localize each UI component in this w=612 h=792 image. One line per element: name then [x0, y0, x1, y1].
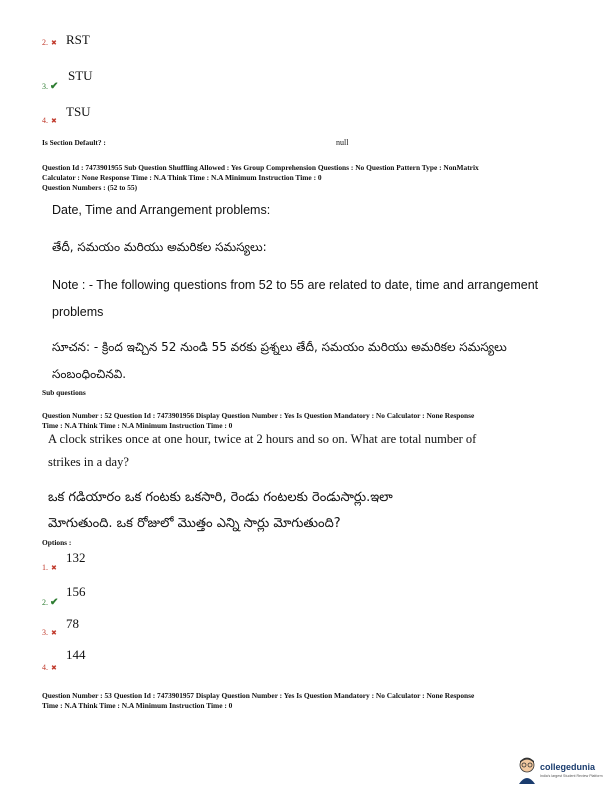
- check-icon: ✔: [50, 81, 59, 92]
- comprehension-note-te-line2: సంబంధించినవి.: [52, 367, 127, 381]
- q52-text-te-line1: ఒక గడియారం ఒక గంటకు ఒకసారి, రెండు గంటలకు రెండుసార్లు.ఇలా: [48, 490, 393, 505]
- section-default-value: null: [336, 138, 349, 147]
- cross-icon: ✖: [51, 664, 57, 672]
- option-1: [42, 557, 57, 575]
- cross-icon: ✖: [51, 39, 57, 47]
- option-number: 4.: [42, 116, 48, 125]
- q53-meta-line2: Time : N.A Think Time : N.A Minimum Instruction Time : 0: [42, 701, 233, 710]
- q52-meta-line2: Time : N.A Think Time : N.A Minimum Instruction Time : 0: [42, 421, 233, 430]
- prev-option-3-value: STU: [68, 68, 93, 83]
- comprehension-heading-te: తేదీ, సమయం మరియు అమరికల సమస్యలు:: [52, 240, 267, 254]
- option-number: 1.: [42, 563, 48, 572]
- q53-meta-line1: Question Number : 53 Question Id : 7473901957 Display Question Number : Yes Is Question Mandatory : No Calculator : None Response: [42, 691, 475, 700]
- group-meta-line3: Question Numbers : (52 to 55): [42, 183, 138, 192]
- group-meta-line2: Calculator : None Response Time : N.A Think Time : N.A Minimum Instruction Time : 0: [42, 173, 322, 182]
- q52-text-te-line2: మోగుతుంది. ఒక రోజులో మొత్తం ఎన్ని సార్లు మోగుతుంది?: [48, 516, 341, 531]
- option-3: [42, 622, 57, 640]
- option-4: [42, 657, 57, 675]
- option-number: 4.: [42, 663, 48, 672]
- cross-icon: ✖: [51, 117, 57, 125]
- prev-option-2: [42, 32, 57, 50]
- option-2: [42, 592, 58, 610]
- collegedunia-logo: [516, 756, 610, 786]
- cross-icon: ✖: [51, 564, 57, 572]
- q52-text-en-line2: strikes in a day?: [48, 455, 129, 469]
- prev-option-2-value: RST: [66, 32, 90, 47]
- group-meta-line1: Question Id : 7473901955 Sub Question Shuffling Allowed : Yes Group Comprehension Questions : No Question Pattern Type : NonMatrix: [42, 163, 479, 172]
- cross-icon: ✖: [51, 629, 57, 637]
- q52-text-en-line1: A clock strikes once at one hour, twice at 2 hours and so on. What are total number of: [48, 432, 477, 446]
- logo-tagline: India's largest Student Review Platform: [540, 774, 603, 778]
- option-4-value: 144: [66, 647, 86, 662]
- comprehension-note-te-line1: సూచన: - క్రింద ఇచ్చిన 52 నుండి 55 వరకు ప్రశ్నలు తేదీ, సమయం మరియు అమరికల సమస్యలు: [52, 340, 507, 354]
- section-default-label: Is Section Default? :: [42, 138, 106, 147]
- options-label: Options :: [42, 538, 72, 547]
- comprehension-note-en-line1: Note : - The following questions from 52 to 55 are related to date, time and arrangement: [52, 278, 539, 292]
- comprehension-heading-en: Date, Time and Arrangement problems:: [52, 203, 271, 217]
- option-1-value: 132: [66, 550, 86, 565]
- comprehension-note-en-line2: problems: [52, 305, 104, 319]
- option-number: 2.: [42, 598, 48, 607]
- option-number: 3.: [42, 628, 48, 637]
- check-icon: ✔: [50, 597, 59, 608]
- option-3-value: 78: [66, 616, 79, 631]
- logo-name: collegedunia: [540, 762, 596, 772]
- mascot-icon: [516, 756, 538, 784]
- prev-option-4-value: TSU: [66, 104, 91, 119]
- option-number: 3.: [42, 82, 48, 91]
- prev-option-4: [42, 110, 57, 128]
- option-2-value: 156: [66, 584, 86, 599]
- option-number: 2.: [42, 38, 48, 47]
- q52-meta-line1: Question Number : 52 Question Id : 7473901956 Display Question Number : Yes Is Question Mandatory : No Calculator : None Response: [42, 411, 475, 420]
- prev-option-3: [42, 76, 58, 94]
- sub-questions-label: Sub questions: [42, 388, 86, 397]
